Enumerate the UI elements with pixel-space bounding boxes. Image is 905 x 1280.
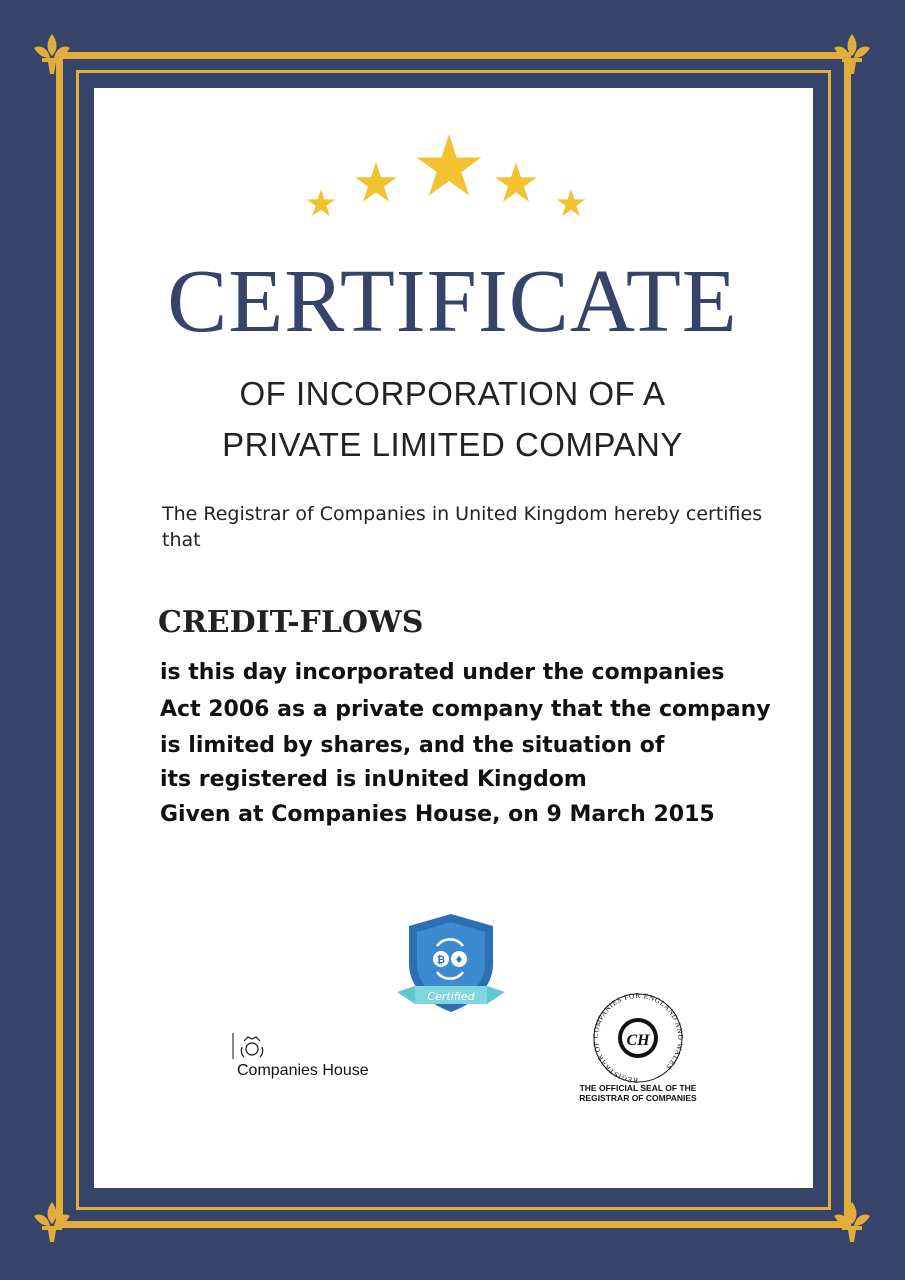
company-name: CREDIT-FLOWS (158, 605, 424, 640)
given-label: Given at Companies House, on (160, 802, 539, 827)
body-line-2: Act 2006 as a private company that the company (160, 697, 771, 722)
fleur-de-lis-icon (830, 1200, 874, 1244)
svg-text:₿: ₿ (436, 955, 446, 966)
seal-ring-text: REGISTRAR OF COMPANIES FOR ENGLAND AND WALES (590, 990, 686, 1084)
star-icon (557, 189, 586, 216)
official-seal (588, 990, 688, 1084)
subtitle-line-1: OF INCORPORATION OF A (239, 375, 666, 412)
body-line-3: is limited by shares, and the situation of (160, 733, 665, 758)
body-line-1: is this day incorporated under the companies (160, 660, 725, 685)
stars-decoration (0, 0, 905, 230)
incorporation-date: 9 March 2015 (546, 802, 715, 827)
badge-label: Certified (427, 990, 475, 1003)
body-line-4 (160, 767, 587, 792)
body-line-5 (160, 802, 715, 827)
companies-house-label: Companies House (237, 1062, 369, 1079)
svg-text:♦: ♦ (454, 955, 464, 966)
certificate-title: CERTIFICATE (167, 252, 738, 351)
seal-monogram: CH (626, 1032, 650, 1049)
star-icon (495, 162, 537, 202)
seal-caption-line-1: THE OFFICIAL SEAL OF THE (579, 1083, 697, 1093)
registered-location: United Kingdom (387, 767, 587, 792)
subtitle-line-2: PRIVATE LIMITED COMPANY (222, 426, 683, 463)
seal-caption (558, 1083, 718, 1103)
intro-text: The Registrar of Companies in United Kingdom hereby certifies that (162, 503, 763, 551)
seal-caption-line-2: REGISTRAR OF COMPANIES (579, 1093, 697, 1103)
star-icon (307, 189, 336, 216)
certified-badge (395, 912, 507, 1014)
registered-label: its registered is in (160, 767, 388, 792)
royal-crest-icon (232, 1033, 268, 1059)
star-icon (355, 162, 397, 202)
star-icon (417, 134, 482, 196)
fleur-de-lis-icon (30, 1200, 74, 1244)
